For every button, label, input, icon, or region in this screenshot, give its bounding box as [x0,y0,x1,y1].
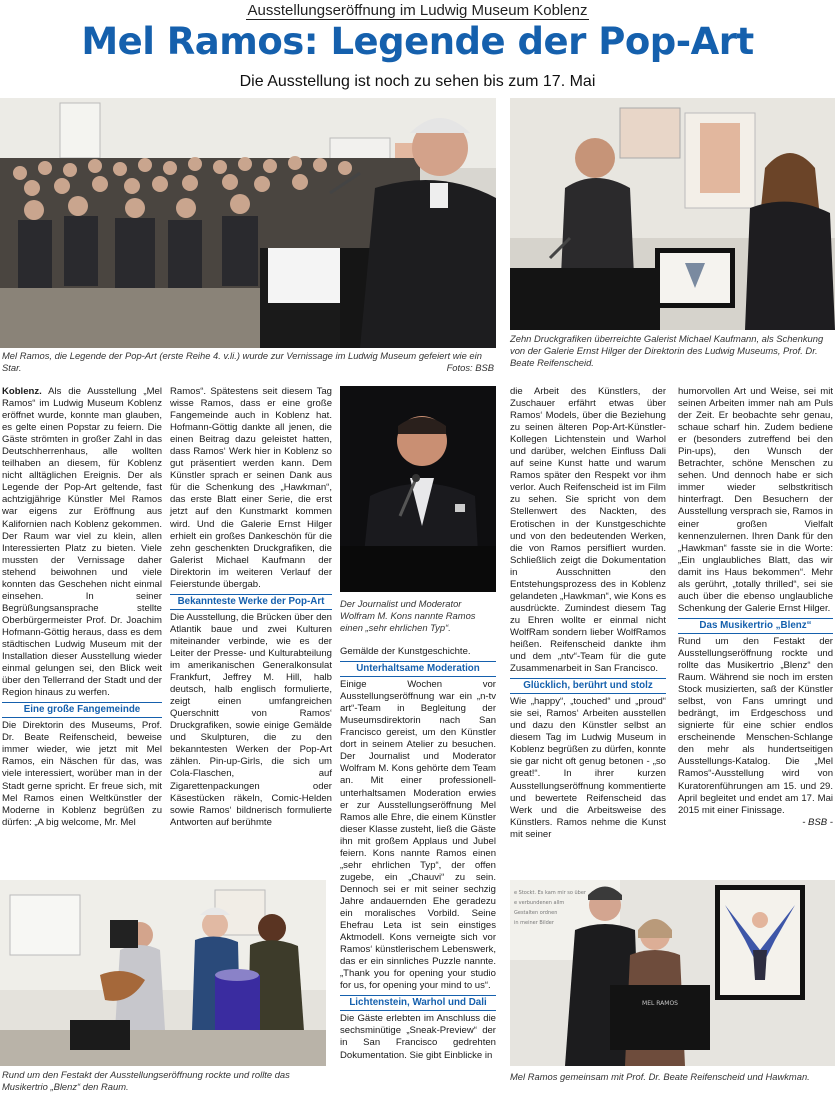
article-column-1 [2,386,162,829]
section-heading-moderation: Unterhaltsame Moderation [340,661,496,677]
subheadline: Die Ausstellung ist noch zu sehen bis zum 17. Mai [239,73,596,90]
wall-text: Gestalten ordnen [514,910,558,916]
section-heading-werke: Bekannteste Werke der Pop-Art [170,594,332,610]
paragraph: Die Gäste erlebten im Anschluss die sechsminütige „Sneak-Preview“ der in San Francisco gedrehten Dokumentation. Sie gibt Einblicke in [340,1013,496,1061]
byline: - BSB - [802,816,833,828]
photo-audience-speaker [0,98,496,348]
caption-moderator: Der Journalist und Moderator Wolfram M. Kons nannte Ramos einen „sehr ehrlichen Typ“. [340,598,476,633]
paragraph: Die Ausstellung, die Brücken über den Atlantik baue und zwei Kulturen miteinander verbinde, wie es der Leiter der Presse- und Kulturabteilung im amerikanischen Generalkonsulat Frankfurt, Jeffrey M. Hill, halb deutsch, halb englisch formulierte, zeigt einen umfangreichen Querschnitt von Ramos‘ Druckgrafiken, sowie einige Gemälde und Skulpturen, die zu den bekanntesten Werken der Pop-Art zählen. Pin-up-Girls, die sich um Cola-Flaschen, auf Zigarettenpackungen oder Käsestücken räkeln, Comic-Helden sowie Ramos‘ bildnerisch formulierte Antworten auf berühmte [170,611,332,828]
photo-moderator [340,386,496,592]
wall-text: e Stockt. Es kam mir so über [514,890,586,896]
section-heading-musikertrio: Das Musikertrio „Blenz“ [678,618,833,634]
paragraph: Ramos“. Spätestens seit diesem Tag wisse Ramos, dass er eine große Fangemeinde auch in Koblenz hat. Hofmann-Göttig dankte all jenen, die einen Beitrag dazu geleistet hatten, dass Ramos‘ Werk hier in Koblenz so gut präsentiert werden kann. Dem Künstler sprach er seinen Dank aus für die Schenkung des „Hawkman“, das erste Blatt einer Serie, die erst jetzt auf den Kunstmarkt kommen wird. Und die Galerie Ernst Hilger erhielt ein großes Dankeschön für die zehn geschenkten Druckgrafiken, die Galerist Michael Kaufmann der Direktorin im weiteren Verlauf der Feierstunde übergab. [170,386,332,590]
paragraph-text: Als die Ausstellung „Mel Ramos“ im Ludwig Museum Koblenz eröffnet wurde, konnte man glauben, es gelte einen Popstar zu feiern. Die Gäste strömten in großer Zahl in das Deutschherrenhaus, alle wollten teilhaben an diesem, für Koblenz nicht alltäglichen Ereignis. Der als Legende der Pop-Art geltende, fast achtzigjährige Künstler Mel Ramos war eigens zur Eröffnung aus Kalifornien nach Koblenz gekommen. Der Raum war viel zu klein, allen Interessierten Platz zu bieten. Viele mussten der Vernissage daher stehend beiwohnen und viele konnten das Geschehen nicht einmal einsehen. In seiner Begrüßungsansprache stellte Oberbürgermeister Prof. Dr. Joachim Hofmann-Göttig heraus, dass es dem städtischen Ludwig Museum mit der Installation dieser Ausstellung wieder einmal gelungen sei, den Blick weit über den Tellerrand der Stadt und der Region hinaus zu werfen. [2,386,162,699]
dateline: Koblenz. [2,386,42,397]
article-column-4 [510,386,666,841]
kicker-text: Ausstellungseröffnung im Ludwig Museum Koblenz [247,2,588,19]
article-column-3 [340,646,496,1062]
caption-trio: Rund um den Festakt der Ausstellungseröffnung rockte und rollte das Musikertrio „Blenz“ den Raum. [2,1069,290,1092]
paragraph: Wie „happy“, „touched“ und „proud“ sie sei, Ramos‘ Arbeiten ausstellen und dazu den Künstler selbst an diesem Tag im Ludwig Museum in Koblenz begrüßen zu dürfen, konnte sie gar nicht oft genug betonen - „so great!“. In ihrer kurzen Ausstellungseröffnung kommentierte und bewertete Reifenscheid das Werk und die Arbeitsweise des Künstlers. Ramos nehme die Kunst mit seiner [510,696,666,840]
wall-text: e verbundenen allm [514,900,565,906]
photo-donation [510,98,835,330]
photo-hawkman [510,880,835,1066]
paragraph: Rund um den Festakt der Ausstellungseröffnung rockte und rollte das Musikertrio „Blenz“ den Raum. Während sie noch im ersten Stock musizierten, saß der Künstler selbst, von Fans umringt und bedrängt, im Erdgeschoss und signierte für eine schier endlos erscheinende Menschen-Schlange den mehr als hundertseitigen Ausstellungs-Katalog. Die „Mel Ramos“-Ausstellung wird von Kuratorenführungen am 15. und 29. April begleitet und endet am 17. Mai 2015 mit einer Finissage. [678,635,833,816]
paragraph: Gemälde der Kunstgeschichte. [340,646,471,657]
paragraph: humorvollen Art und Weise, sei mit seinen Arbeiten immer nah am Puls der Zeit. Er beobachte sehr genau, schaue scharf hin. Zudem bediene er (besonders zutreffend bei den Pin-ups), den Wunsch der Betrachter, schöne Menschen zu sehen. Und dennoch habe er sich immer wieder selbstkritisch hinterfragt. Den Besuchern der Ausstellung versprach sie, Ramos in einer großen Vielfalt kennenzulernen. Ihren Dank für den „Hawkman“ fasste sie in die Worte: „Ein unglaubliches Blatt, das wir damit ins Haus bekommen“. Mehr als gerührt, „totally thrilled“, sei sie auch über die ebenso unglaubliche Schenkung der Galerie Ernst Hilger. [678,386,833,614]
photo-music-trio [0,880,326,1066]
section-heading-gluecklich: Glücklich, berührt und stolz [510,678,666,694]
caption-audience-credit: Fotos: BSB [446,362,494,373]
article-column-2 [170,386,332,829]
book-title: MEL RAMOS [642,1000,678,1007]
paragraph: Einige Wochen vor Ausstellungseröffnung war ein „n-tv art“-Team in Begleitung der Museumsdirektorin nach San Francisco gereist, um den Künstler dort in seinem Atelier zu besuchen. Der Journalist und Moderator Wolfram M. Kons gehörte dem Team an. Mit einer professionell-unterhaltsamen Moderation erwies er zur Ausstellungseröffnung Mel Ramos alle Ehre, die einem Künstler dieser Klasse zusteht, ließ die Gäste ihn mit großem Applaus und Jubel feiern. Kons nannte Ramos einen „sehr ehrlichen Typ“, der offen zugebe, ein „Chauvi“ zu sein. Dennoch sei er mit seiner sechzig Jahre andauernden Ehe geradezu ein moralisches Vorbild. Seine Ehefrau Leta ist sein einstiges Aktmodell. Kons verneigte sich vor Ramos‘ künstlerischem Lebenswerk, das er ein sinnliches Puzzle nannte. „Thank you for opening your studio for us, for opening your mind to us“. [340,679,496,992]
caption-donation: Zehn Druckgrafiken überreichte Galerist Michael Kaufmann, als Schenkung von der Galerie Ernst Hilger der Direktorin des Ludwig Museums, Prof. Dr. Beate Reifenscheid. [510,333,824,368]
caption-audience-text: Mel Ramos, die Legende der Pop-Art (erste Reihe 4. v.li.) wurde zur Vernissage im Ludwig Museum gefeiert wie ein Star. [2,350,482,373]
article-column-5 [678,386,833,829]
paragraph [2,386,162,699]
paragraph: Die Direktorin des Museums, Prof. Dr. Beate Reifenscheid, beweise immer wieder, wie jetzt mit Mel Ramos, ein Näschen für das, was viele interessiert, worüber man in der Stadt gerne spricht. Er freue sich, mit Mel Ramos einen Weltkünstler der Moderne in Koblenz begrüßen zu dürfen: „A big welcome, Mr. Mel [2,720,162,828]
caption-hawkman: Mel Ramos gemeinsam mit Prof. Dr. Beate Reifenscheid und Hawkman. [510,1071,810,1082]
section-heading-lichtenstein: Lichtenstein, Warhol und Dali [340,995,496,1011]
wall-text: in meiner Bilder [514,920,554,926]
section-heading-fangemeinde: Eine große Fangemeinde [2,702,162,718]
paragraph: die Arbeit des Künstlers, der Zuschauer erfährt etwas über Ramos‘ Models, über die Beziehung zu seinen älteren Pop-Art-Künstler-Kollegen Lichtenstein und Warhol und darüber, welchen Einfluss Dali auf seine Kunst hatte und warum Ramos später den Respekt vor ihm verlor. Auch Reifenscheid ist im Film zu sehen. Sie spricht von dem Stellenwert des Nackten, des Erotischen in der Kunstgeschichte und von den bedeutenden Werken, die von Ramos persifliert wurden. Schließlich zeigt die Dokumentation in Ausschnitten den Entstehungsprozess des in Koblenz gelandeten „Hawkman“, wie Kons es ausdrückte. Zumindest diesem Tag zu Ehren wollte er einmal nicht WolfRam sondern lieber WolfRamos heißen. Reifenscheid dankte ihm und dem „ntv“-Team für die gute Zusammenarbeit in San Francisco. [510,386,666,675]
headline: Mel Ramos: Legende der Pop-Art [81,20,754,63]
kicker [0,2,835,19]
